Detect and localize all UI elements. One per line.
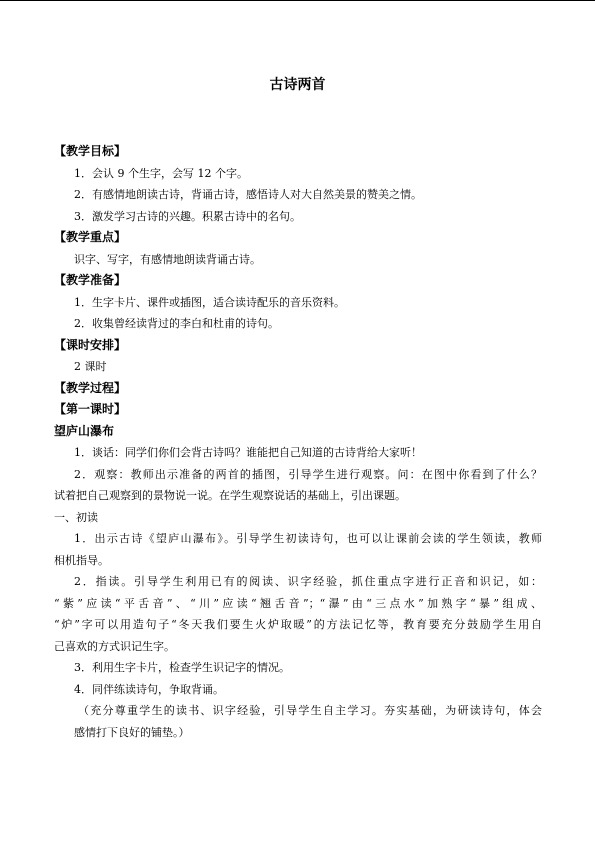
section-heading-preparation: 【教学准备】: [54, 273, 127, 287]
objective-item-3: 3．激发学习古诗的兴趣。积累古诗中的名句。: [74, 209, 301, 223]
section-heading-process: 【教学过程】: [54, 380, 127, 395]
reading-step-2-line-4: 己喜欢的方式识记生字。: [54, 639, 175, 653]
key-points-text: 识字、写字，有感情地朗读背诵古诗。: [74, 252, 261, 266]
process-step-1: 1．谈话：同学们你们会背古诗吗？谁能把自己知道的古诗背给大家听！: [74, 446, 422, 459]
reading-step-2-line-2: “紫”应读“平舌音”、“川”应读“翘舌音”；“瀑”由“三点水”加熟字“暴”组成、: [54, 596, 542, 610]
reading-step-1-continued: 相机指导。: [54, 553, 109, 567]
reading-step-2-line-3: “炉”字可以用造句子“冬天我们要生火炉取暖”的方法记忆等，教育要充分鼓励学生用自: [54, 618, 542, 631]
subsection-first-reading: 一、初读: [54, 510, 98, 524]
poem-title-heading: 望庐山瀑布: [54, 423, 115, 438]
teaching-note-continued: 感情打下良好的铺垫。）: [74, 725, 190, 739]
preparation-item-1: 1．生字卡片、课件或插图，适合读诗配乐的音乐资料。: [74, 295, 345, 309]
document-title: 古诗两首: [269, 77, 326, 93]
reading-step-1: 1．出示古诗《望庐山瀑布》。引导学生初读诗句，也可以让课前会读的学生领读，教师: [74, 532, 542, 545]
section-heading-objectives: 【教学目标】: [54, 144, 127, 158]
objective-item-2: 2．有感情地朗读古诗，背诵古诗，感悟诗人对大自然美景的赞美之情。: [74, 188, 422, 201]
reading-step-3: 3．利用生字卡片，检查学生识记字的情况。: [74, 661, 290, 674]
document-body: [54, 141, 542, 743]
reading-step-2: 2．指读。引导学生利用已有的阅读、识字经验，抓住重点字进行正音和识记，如：: [74, 575, 542, 588]
section-heading-first-lesson: 【第一课时】: [54, 402, 127, 416]
process-step-2-continued: 试着把自己观察到的景物说一说。在学生观察说话的基础上，引出课题。: [54, 489, 406, 502]
teaching-note: （充分尊重学生的读书、识字经验，引导学生自主学习。夯实基础，为研读诗句，体会: [78, 704, 542, 717]
objective-item-1: 1．会认 9 个生字，会写 12 个字。: [74, 166, 248, 180]
section-heading-schedule: 【课时安排】: [54, 337, 127, 352]
section-heading-key-points: 【教学重点】: [54, 230, 127, 244]
top-border-line: [0, 0, 595, 1]
reading-step-4: 4．同伴练读诗句，争取背诵。: [74, 682, 224, 696]
schedule-text: 2 课时: [74, 360, 107, 373]
process-step-2: 2．观察：教师出示准备的两首的插图，引导学生进行观察。问：在图中你看到了什么？: [74, 467, 542, 481]
preparation-item-2: 2．收集曾经读背过的李白和杜甫的诗句。: [74, 317, 279, 330]
